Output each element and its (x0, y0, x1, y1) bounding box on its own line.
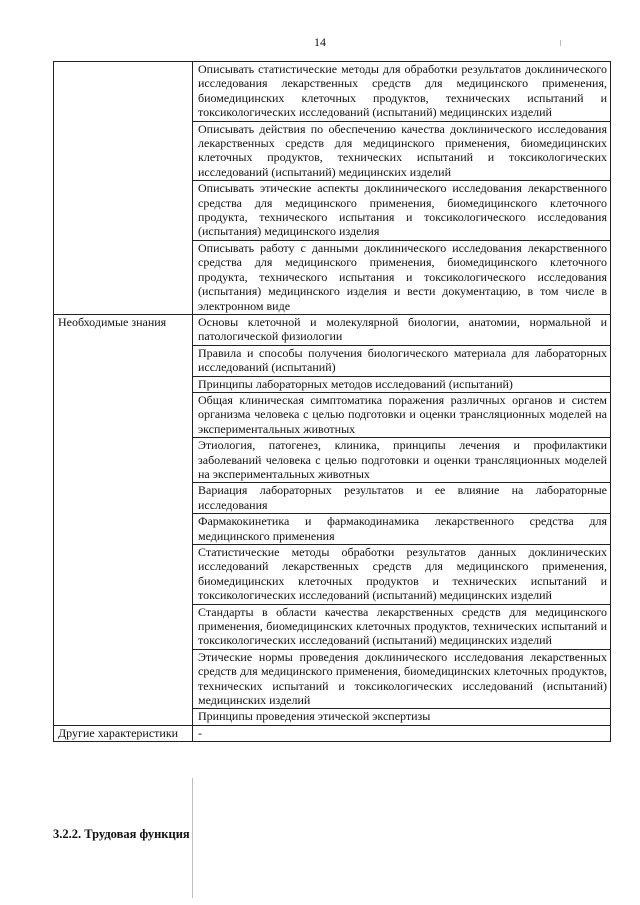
section-heading: 3.2.2. Трудовая функция (53, 827, 190, 841)
knowledge-item: Принципы проведения этической экспертизы (193, 709, 611, 725)
knowledge-item: Принципы лабораторных методов исследований (испытаний) (193, 376, 611, 392)
page-number: 14 (314, 35, 326, 49)
knowledge-item: Основы клеточной и молекулярной биологии, анатомии, нормальной и патологической физиологии (193, 314, 611, 345)
competency-table (53, 61, 611, 742)
knowledge-item: Этические нормы проведения доклинического исследования лекарственных средств для медицинского применения, биомедицинских клеточных продуктов, технических испытаний и токсикологических исследований (испытаний) медицинских изделий (193, 649, 611, 709)
skill-item: Описывать работу с данными доклинического исследования лекарственного средства для медицинского применения, биомедицинского клеточного продукта, технического испытания и токсикологического исследования (испытания) медицинского изделия и вести документацию, в том числе в электронном виде (193, 240, 611, 314)
table-row (54, 725, 611, 741)
knowledge-item: Правила и способы получения биологического материала для лабораторных исследований (испытаний) (193, 345, 611, 376)
skill-item: Описывать действия по обеспечению качества доклинического исследования лекарственных средств для медицинского применения, биомедицинских клеточных продуктов, технических испытаний и токсикологических исследований (испытаний) медицинских изделий (193, 121, 611, 181)
knowledge-item: Фармакокинетика и фармакодинамика лекарственного средства для медицинского применения (193, 514, 611, 545)
knowledge-item: Стандарты в области качества лекарственных средств для медицинского применения, биомедицинских клеточных продуктов, технических испытаний и токсикологических исследований (испытаний) медицинских изделий (193, 604, 611, 649)
skills-label-cell-empty (54, 62, 193, 315)
faint-scan-line (192, 778, 193, 898)
knowledge-item: Статистические методы обработки результатов данных доклинических исследований лекарственных средств для медицинского применения, биомедицинских клеточных продуктов и технических испытаний и токсикологических исследований (испытаний) медицинских изделий (193, 545, 611, 605)
knowledge-item: Вариация лабораторных результатов и ее влияние на лабораторные исследования (193, 483, 611, 514)
knowledge-item: Общая клиническая симптоматика поражения различных органов и систем организма человека с целью подготовки и оценки трансляционных моделей на экспериментальных животных (193, 392, 611, 437)
skill-item: Описывать этические аспекты доклинического исследования лекарственного средства для медицинского применения, биомедицинского клеточного продукта, технического испытания и токсикологического исследования (испытания) медицинского изделия (193, 181, 611, 241)
skill-item: Описывать статистические методы для обработки результатов доклинического исследования лекарственных средств для медицинского применения, биомедицинских клеточных продуктов, технических испытаний и токсикологических исследований (испытаний) медицинских изделий (193, 62, 611, 122)
other-characteristics-label: Другие характеристики (54, 725, 193, 741)
table-row (54, 62, 611, 122)
knowledge-item: Этиология, патогенез, клиника, принципы лечения и профилактики заболеваний человека с целью подготовки и оценки трансляционных моделей на экспериментальных животных (193, 438, 611, 483)
faint-scan-mark (560, 40, 561, 46)
knowledge-label: Необходимые знания (54, 314, 193, 725)
other-characteristics-value: - (193, 725, 611, 741)
table-row (54, 314, 611, 345)
